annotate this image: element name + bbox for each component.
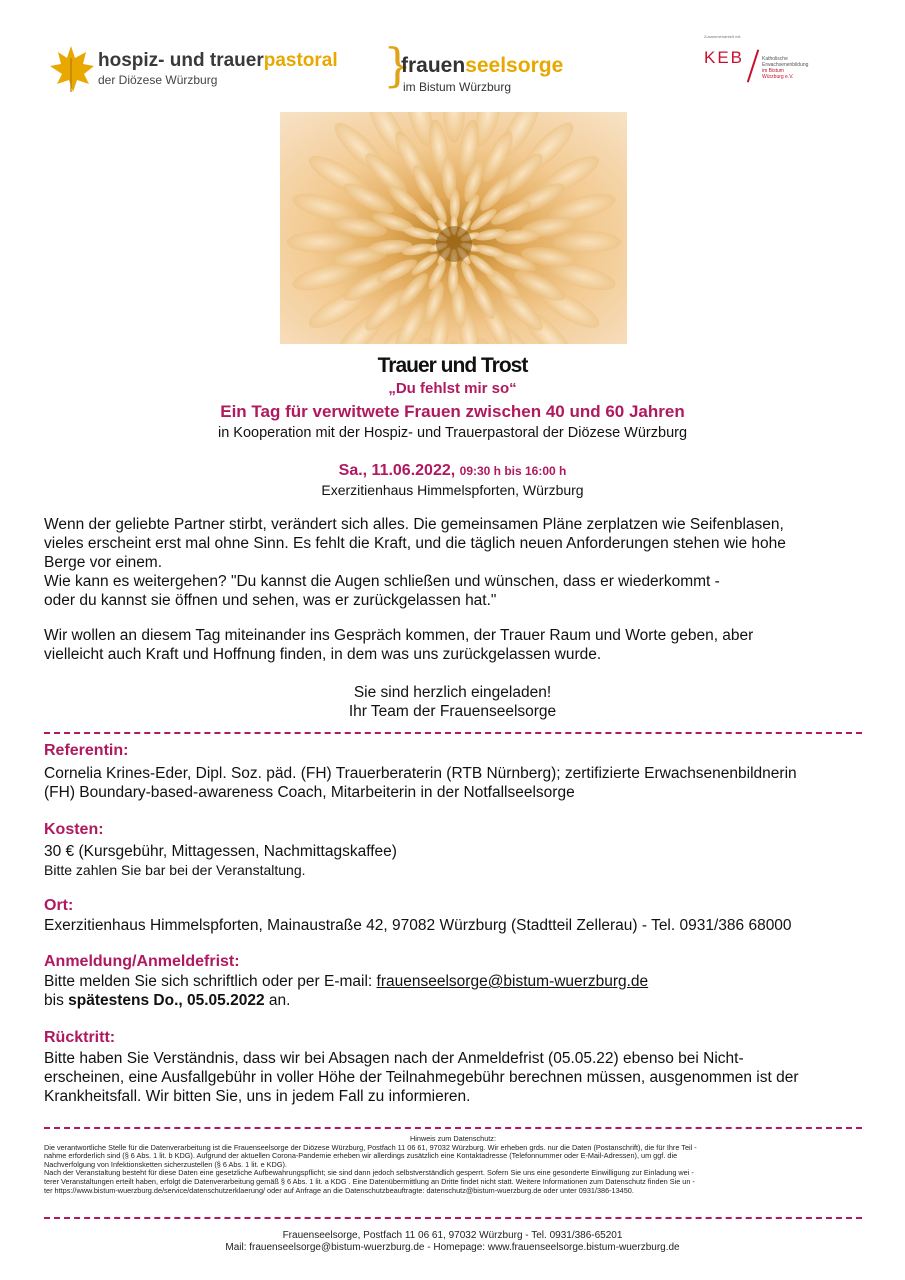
leaf-icon	[48, 44, 94, 94]
deadline: spätestens Do., 05.05.2022	[68, 992, 265, 1009]
kosten-text	[44, 842, 874, 880]
event-time: 09:30 h bis 16:00 h	[459, 464, 567, 478]
intro-paragraph-1	[44, 515, 874, 610]
cooperation-note: in Kooperation mit der Hospiz- und Trauerpastoral der Diözese Würzburg	[217, 425, 688, 441]
footer	[0, 1230, 905, 1254]
event-quote: „Du fehlst mir so“	[388, 380, 517, 397]
footer-address: Frauenseelsorge, Postfach 11 06 61, 97032 Würzburg - Tel. 0931/386-65201	[282, 1230, 623, 1241]
frauenseelsorge-logo-title: frauenseelsorge	[401, 54, 564, 77]
privacy-line: Nachverfolgung von Infektionsketten sicherzustellen (§ 6 Abs. 1 lit. e KDG).	[44, 1159, 287, 1169]
ort-heading: Ort:	[44, 897, 74, 914]
privacy-notice	[44, 1135, 862, 1195]
ruecktritt-heading: Rücktritt:	[44, 1029, 116, 1046]
kosten-heading: Kosten:	[44, 821, 104, 838]
hospiz-logo-title: hospiz- und trauerpastoral	[98, 50, 338, 71]
intro-line: Wir wollen an diesem Tag miteinander ins Gespräch kommen, der Trauer Raum und Worte geben, aber	[44, 627, 754, 644]
privacy-line: Nach der Veranstaltung besteht für diese Daten eine gesetzliche Aufbewahrungspflicht; sie sind dann jedoch selbstverständlich gesperrt. Sofern Sie uns eine gesonderte Einwilligung zur Einladung wei -	[44, 1168, 694, 1178]
privacy-line: nahme erforderlich sind (§ 6 Abs. 1 lit. b KDG). Aufgrund der aktuellen Corona-Pandemie erheben wir allerdings zusätzlich eine Kontaktadresse (Telefonnummer oder E-Mail-Adressen), um ggf. die	[44, 1151, 678, 1161]
event-title: Trauer und Trost	[377, 354, 528, 377]
brace-icon: }	[383, 38, 413, 92]
frauenseelsorge-logo	[383, 38, 583, 104]
signature-line: Ihr Team der Frauenseelsorge	[348, 703, 557, 720]
intro-line: oder du kannst sie öffnen und sehen, was er zurückgelassen hat."	[44, 592, 497, 609]
intro-paragraph-2	[44, 626, 874, 664]
frauenseelsorge-logo-subtitle: im Bistum Würzburg	[403, 80, 512, 94]
invite-line: Sie sind herzlich eingeladen!	[353, 684, 552, 701]
intro-line: Wie kann es weitergehen? "Du kannst die Augen schließen und wünschen, dass er wiederkommt -	[44, 573, 720, 590]
keb-logo-caption: Zusammenarbeit mit	[704, 34, 741, 39]
referentin-heading: Referentin:	[44, 742, 129, 759]
intro-line: vieles erscheint erst mal ohne Sinn. Es fehlt die Kraft, und die täglich neuen Anforderungen stehen wie hohe	[44, 535, 786, 552]
dashed-divider	[44, 1127, 862, 1129]
invitation	[0, 683, 905, 721]
hospiz-logo	[48, 42, 348, 98]
kosten-note: Bitte zahlen Sie bar bei der Veranstaltung.	[44, 862, 306, 878]
keb-logo-text: Katholische Erwachsenenbildung im Bistum Würzburg e.V.	[762, 56, 809, 80]
ruecktritt-line: Krankheitsfall. Wir bitten Sie, uns in jedem Fall zu informieren.	[44, 1088, 471, 1105]
ort-text: Exerzitienhaus Himmelspforten, Mainaustraße 42, 97082 Würzburg (Stadtteil Zellerau) - Tel. 0931/386 68000	[44, 917, 792, 934]
hospiz-logo-subtitle: der Diözese Würzburg	[98, 73, 218, 87]
email-link[interactable]: frauenseelsorge@bistum-wuerzburg.de	[376, 973, 649, 990]
dashed-divider	[44, 732, 862, 734]
event-subtitle: Ein Tag für verwitwete Frauen zwischen 40 und 60 Jahren	[220, 402, 685, 421]
referentin-line: (FH) Boundary-based-awareness Coach, Mitarbeiterin in der Notfallseelsorge	[44, 784, 575, 801]
anmeldung-heading: Anmeldung/Anmeldefrist:	[44, 953, 240, 970]
privacy-heading: Hinweis zum Datenschutz:	[410, 1134, 496, 1143]
flower-photo	[280, 112, 627, 344]
keb-logo-divider	[747, 50, 759, 83]
anmeldung-line-2: bis spätestens Do., 05.05.2022 an.	[44, 992, 291, 1009]
intro-line: Berge vor einem.	[44, 554, 163, 571]
intro-line: Wenn der geliebte Partner stirbt, verändert sich alles. Die gemeinsamen Pläne zerplatzen wie Seifenblasen,	[44, 516, 784, 533]
referentin-line: Cornelia Krines-Eder, Dipl. Soz. päd. (FH) Trauerberaterin (RTB Nürnberg); zertifizierte Erwachsenenbildnerin	[44, 765, 797, 782]
anmeldung-line-1: Bitte melden Sie sich schriftlich oder per E-mail: frauenseelsorge@bistum-wuerzburg.de	[44, 973, 649, 990]
keb-logo	[704, 34, 834, 90]
anmeldung-text	[44, 972, 874, 1010]
event-date: Sa., 11.06.2022, 09:30 h bis 16:00 h	[338, 462, 567, 479]
event-place: Exerzitienhaus Himmelspforten, Würzburg	[321, 482, 584, 498]
ruecktritt-line: Bitte haben Sie Verständnis, dass wir bei Absagen nach der Anmeldefrist (05.05.22) ebenso bei Nicht-	[44, 1050, 744, 1067]
privacy-line: ter https://www.bistum-wuerzburg.de/service/datenschutzerklaerung/ oder auf Anfrage an die Datenschutzbeauftragte: datenschutz@bistum-wuerzburg.de oder unter 0931/386-13450.	[44, 1185, 634, 1195]
privacy-line: Die verantwortliche Stelle für die Datenverarbeitung ist die Frauenseelsorge der Diözese Würzburg, Postfach 11 06 61, 97032 Würzburg. Wir erheben grds. nur die Daten (Postanschrift), die für Ihre Teil -	[44, 1142, 697, 1152]
privacy-line: terer Veranstaltungen erteilt haben, erfolgt die Datenverarbeitung gemäß § 6 Abs. 1 lit. a KDG . Eine Datenübermittlung an Dritte findet nicht statt. Weitere Informationen zum Datenschutz finden Sie un -	[44, 1176, 695, 1186]
ruecktritt-text	[44, 1049, 874, 1106]
intro-line: vielleicht auch Kraft und Hoffnung finden, in dem was uns zurückgelassen wurde.	[44, 646, 602, 663]
keb-logo-letters: KEB	[704, 48, 745, 67]
kosten-line: 30 € (Kursgebühr, Mittagessen, Nachmittagskaffee)	[44, 843, 397, 860]
ruecktritt-line: erscheinen, eine Ausfallgebühr in voller Höhe der Teilnahmegebühr berechnen müssen, ausgenommen ist der	[44, 1069, 799, 1086]
footer-contact: Mail: frauenseelsorge@bistum-wuerzburg.de - Homepage: www.frauenseelsorge.bistum-wuerzburg.de	[225, 1242, 680, 1253]
dashed-divider	[44, 1217, 862, 1219]
referentin-text	[44, 764, 874, 802]
